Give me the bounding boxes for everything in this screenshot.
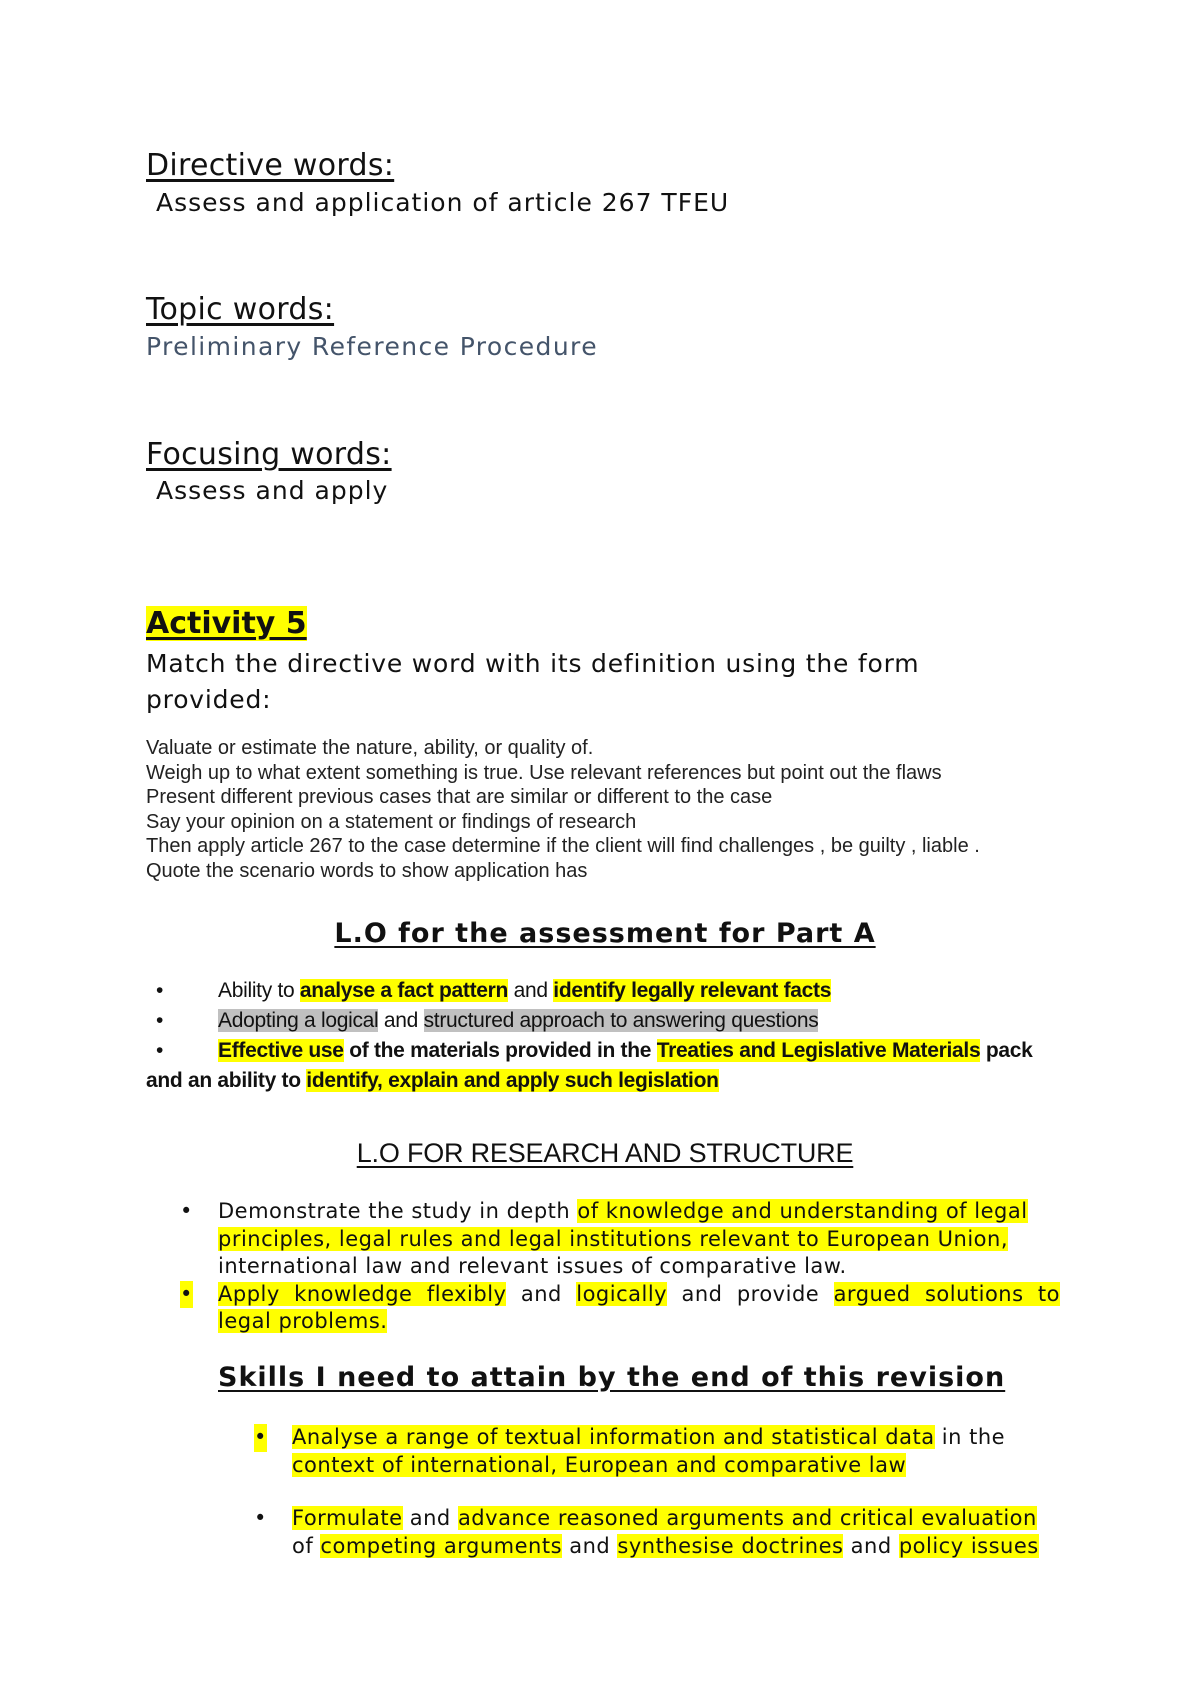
bullet-icon: • [254, 1506, 267, 1530]
bullet-icon: • [180, 1281, 193, 1309]
list-item: • Ability to analyse a fact pattern and identify legally relevant facts [146, 976, 1086, 1006]
lo-assessment-title: L.O for the assessment for Part A [334, 918, 876, 949]
skills-title: Skills I need to attain by the end of this revision [218, 1362, 1006, 1393]
list-item: • Analyse a range of textual information and statistical data in the context of international, European and comparative law [254, 1425, 1006, 1477]
bullet-icon: • [180, 1199, 193, 1223]
bullet-icon: • [254, 1424, 267, 1452]
focusing-words-heading: Focusing words: [146, 437, 392, 472]
bullet-icon: • [156, 1039, 164, 1062]
bullet-icon: • [156, 979, 164, 1002]
list-item: • Demonstrate the study in depth of knowledge and understanding of legal principles, legal rules and legal institutions relevant to European Union, international law and relevant issues of comparative law. [180, 1199, 1028, 1278]
list-item: • Effective use of the materials provided in the Treaties and Legislative Materials pack [146, 1036, 1086, 1066]
list-item: • Adopting a logical and structured approach to answering questions [146, 1006, 1086, 1036]
list-item: • Formulate and advance reasoned arguments and critical evaluation of competing arguments and synthesise doctrines and policy issues [254, 1506, 1039, 1558]
lo-assessment-list [146, 976, 1086, 1096]
skills-list [254, 1424, 1064, 1586]
activity-title: Activity 5 [146, 606, 307, 641]
topic-words-text: Preliminary Reference Procedure [146, 332, 598, 361]
directive-words-text: Assess and application of article 267 TFEU [156, 188, 730, 217]
definition-line: Quote the scenario words to show application has [146, 859, 588, 882]
focusing-words-text: Assess and apply [156, 476, 389, 505]
lo-research-list [180, 1198, 1060, 1336]
definition-list [146, 736, 1126, 883]
directive-words-heading: Directive words: [146, 148, 395, 183]
bullet-icon: • [156, 1009, 164, 1032]
definition-line: Then apply article 267 to the case determine if the client will find challenges , be guilty , liable . [146, 835, 980, 857]
lo-research-title: L.O FOR RESEARCH AND STRUCTURE [356, 1138, 854, 1168]
activity-intro: Match the directive word with its definition using the form provided: [146, 649, 920, 714]
list-item-continuation: and an ability to identify, explain and apply such legislation [146, 1069, 719, 1092]
definition-line: Say your opinion on a statement or findings of research [146, 810, 637, 833]
definition-line: Valuate or estimate the nature, ability, or quality of. [146, 737, 594, 759]
definition-line: Present different previous cases that are similar or different to the case [146, 786, 773, 808]
definition-line: Weigh up to what extent something is true. Use relevant references but point out the flaws [146, 761, 942, 784]
list-item: • Apply knowledge flexibly and logically and provide argued solutions to legal problems. [180, 1281, 1060, 1333]
topic-words-heading: Topic words: [146, 292, 335, 327]
